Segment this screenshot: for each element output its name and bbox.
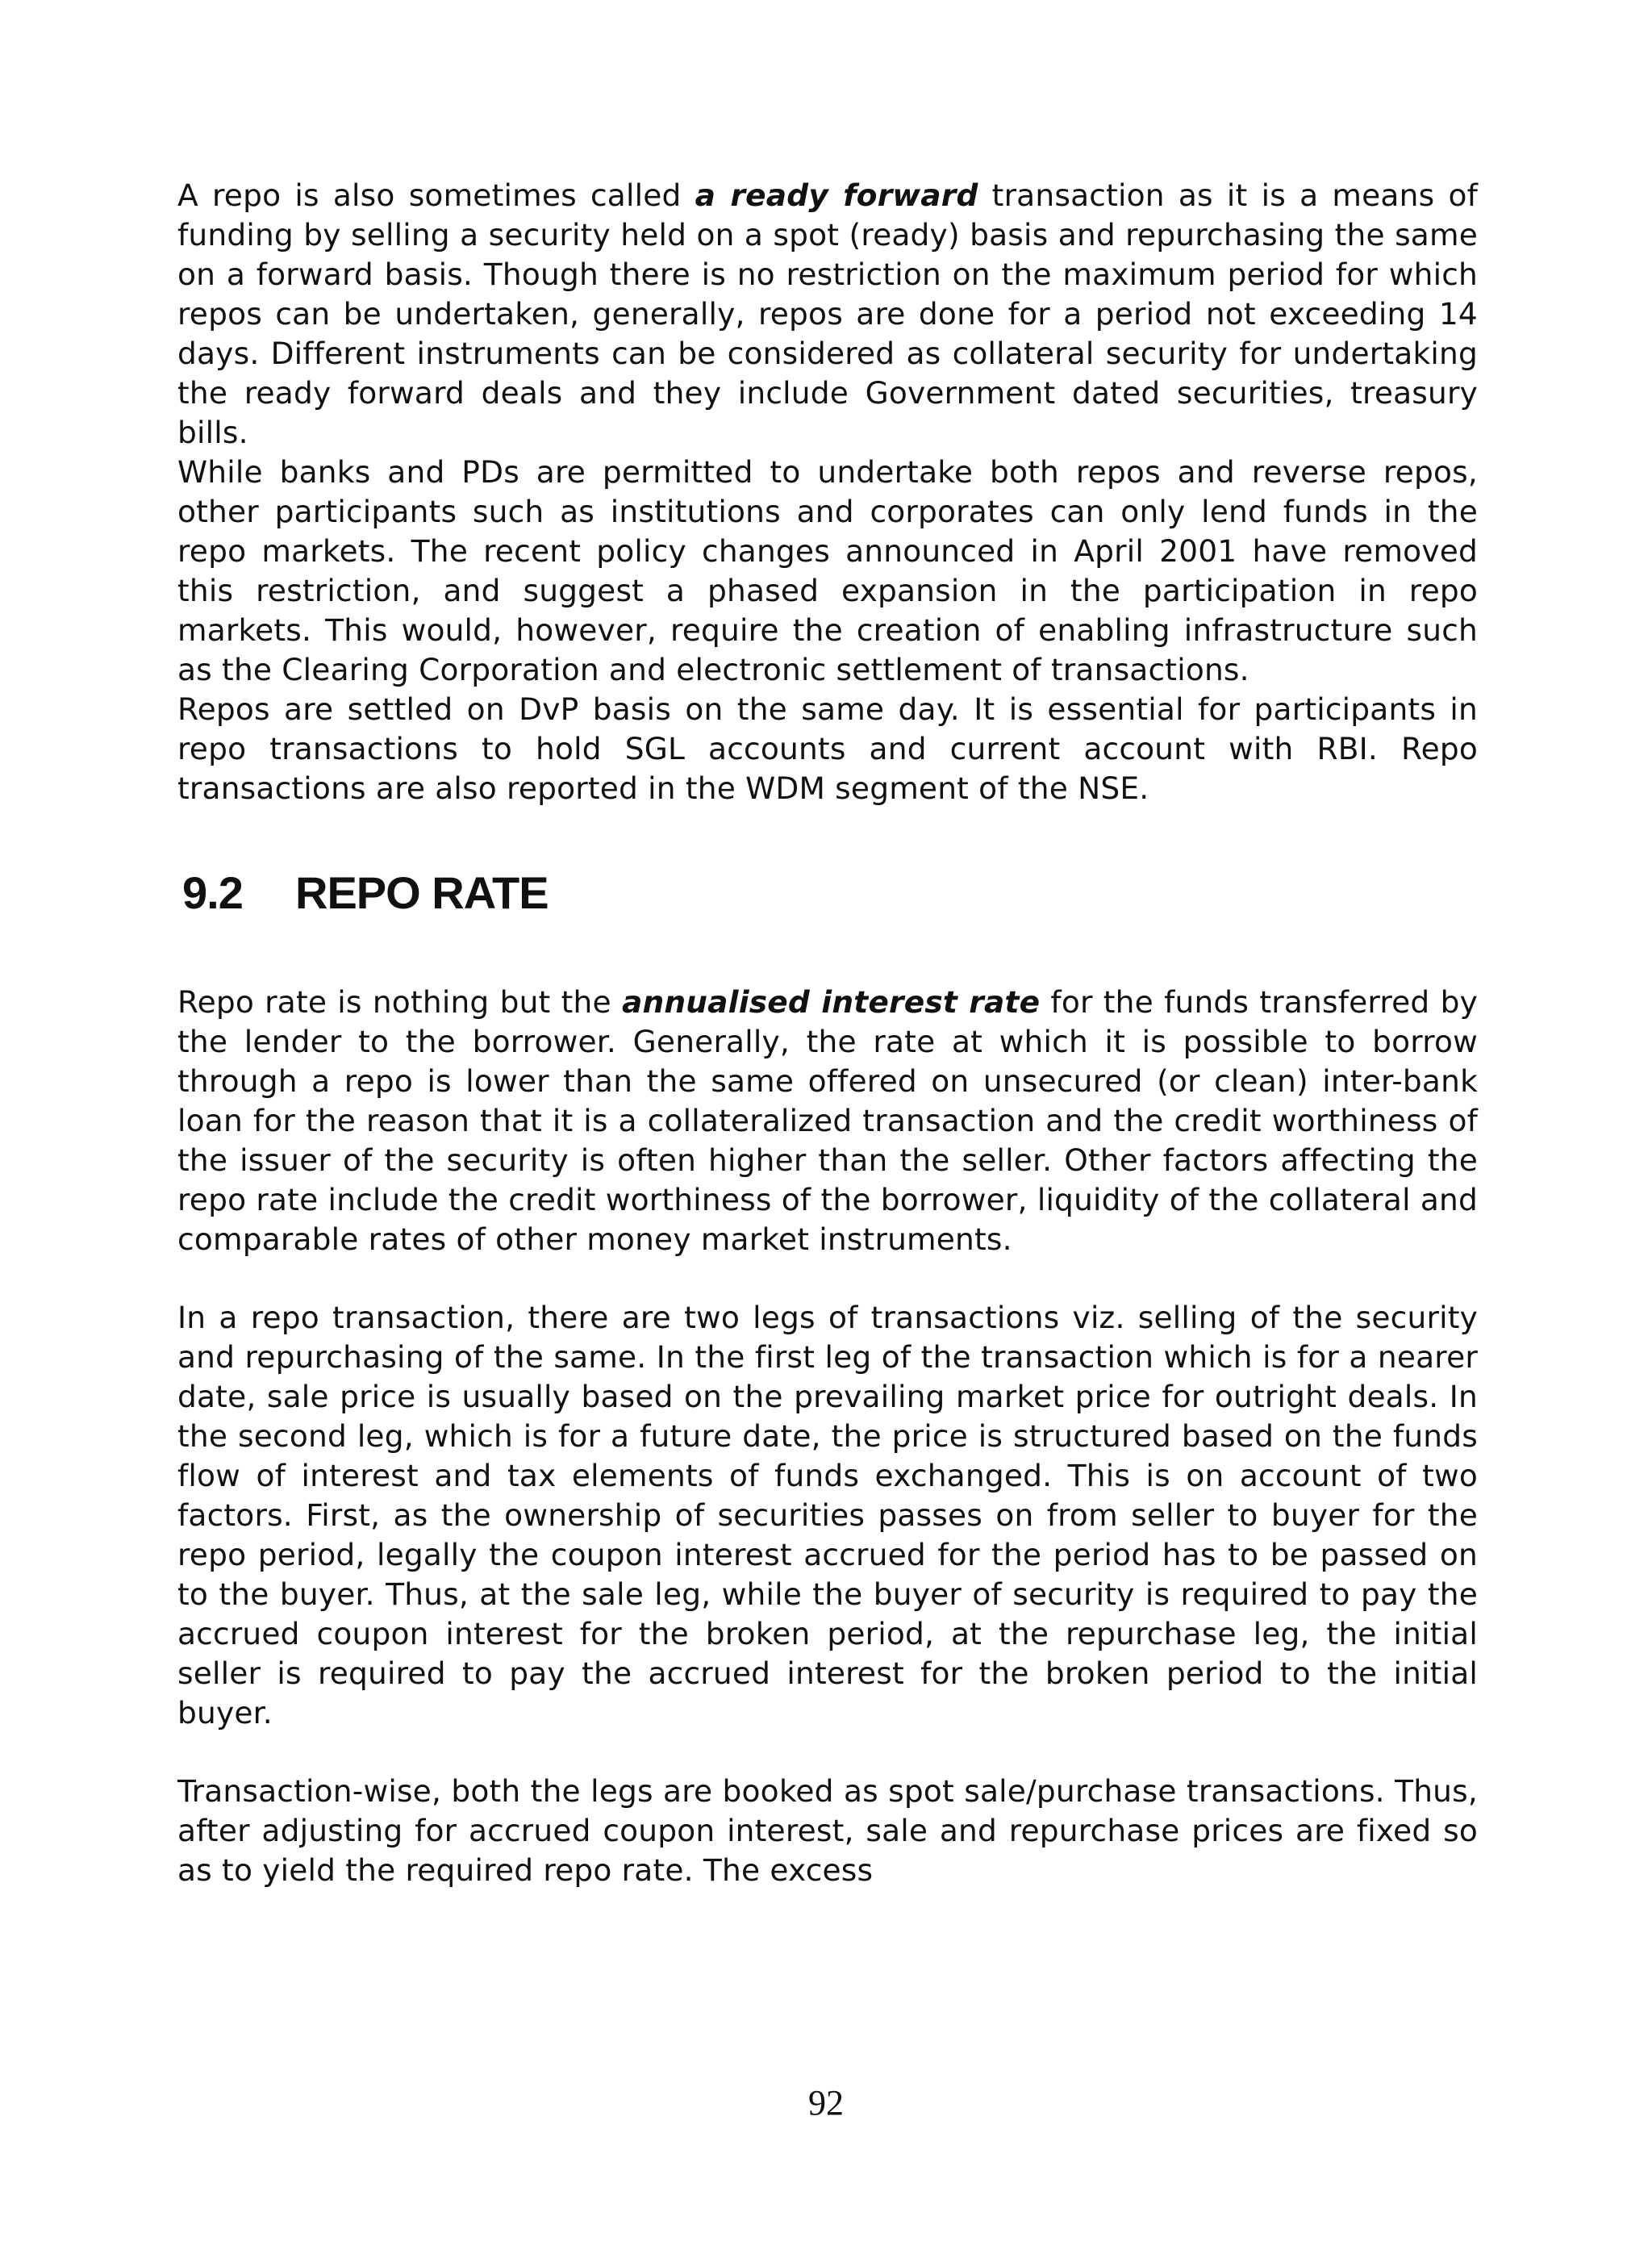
paragraph-text: for the funds transferred by the lender to the borrower. Generally, the rate at which it is possible to borrow through a repo is lower than the same offered on unsecured (or clean) inter-bank loan for the reason that it is a collateralized transaction and the credit worthiness of the issuer of the security is often higher than the seller. Other factors affecting the repo rate include the credit worthiness of the borrower, liquidity of the collateral and comparable rates of other money market instruments. <box>177 984 1479 1257</box>
paragraph-transaction-wise: Transaction-wise, both the legs are booked as spot sale/purchase transactions. Thus, after adjusting for accrued coupon interest, sale and repurchase prices are fixed so as to yield the required repo rate. The excess <box>177 1773 1478 1888</box>
emphasis-annualised-interest-rate: annualised interest rate <box>621 984 1041 1020</box>
paragraph-ready-forward <box>177 176 1478 453</box>
paragraph-settlement: Repos are settled on DvP basis on the same day. It is essential for participants in repo transactions to hold SGL accounts and current account with RBI. Repo transactions are also reported in the WDM segment of the NSE. <box>177 691 1478 806</box>
paragraph-two-legs: In a repo transaction, there are two legs of transactions viz. selling of the security and repurchasing of the same. In the first leg of the transaction which is for a nearer date, sale price is usually based on the prevailing market price for outright deals. In the second leg, which is for a future date, the price is structured based on the funds flow of interest and tax elements of funds exchanged. This is on account of two factors. First, as the ownership of securities passes on from seller to buyer for the repo period, legally the coupon interest accrued for the period has to be passed on to the buyer. Thus, at the sale leg, while the buyer of security is required to pay the accrued coupon interest for the broken period, at the repurchase leg, the initial seller is required to pay the accrued interest for the broken period to the initial buyer. <box>177 1300 1478 1731</box>
section-heading <box>182 866 1478 920</box>
section-number: 9.2 <box>182 867 243 918</box>
page-number: 92 <box>808 2083 844 2123</box>
page-body <box>177 176 1478 1890</box>
paragraph-text: transaction as it is a means of funding by selling a security held on a spot (ready) basis and repurchasing the same on a forward basis. Though there is no restriction on the maximum period for which repos can be undertaken, generally, repos are done for a period not exceeding 14 days. Different instruments can be considered as collateral security for undertaking the ready forward deals and they include Government dated securities, treasury bills. <box>177 177 1479 450</box>
paragraph-text: Repo rate is nothing but the <box>177 984 622 1020</box>
section-title: REPO RATE <box>295 867 549 918</box>
emphasis-ready-forward: a ready forward <box>695 177 978 213</box>
paragraph-repo-rate <box>177 983 1478 1259</box>
paragraph-participants: While banks and PDs are permitted to undertake both repos and reverse repos, other participants such as institutions and corporates can only lend funds in the repo markets. The recent policy changes announced in April 2001 have removed this restriction, and suggest a phased expansion in the participation in repo markets. This would, however, require the creation of enabling infrastructure such as the Clearing Corporation and electronic settlement of transactions. <box>177 454 1478 687</box>
paragraph-text: A repo is also sometimes called <box>177 177 695 213</box>
